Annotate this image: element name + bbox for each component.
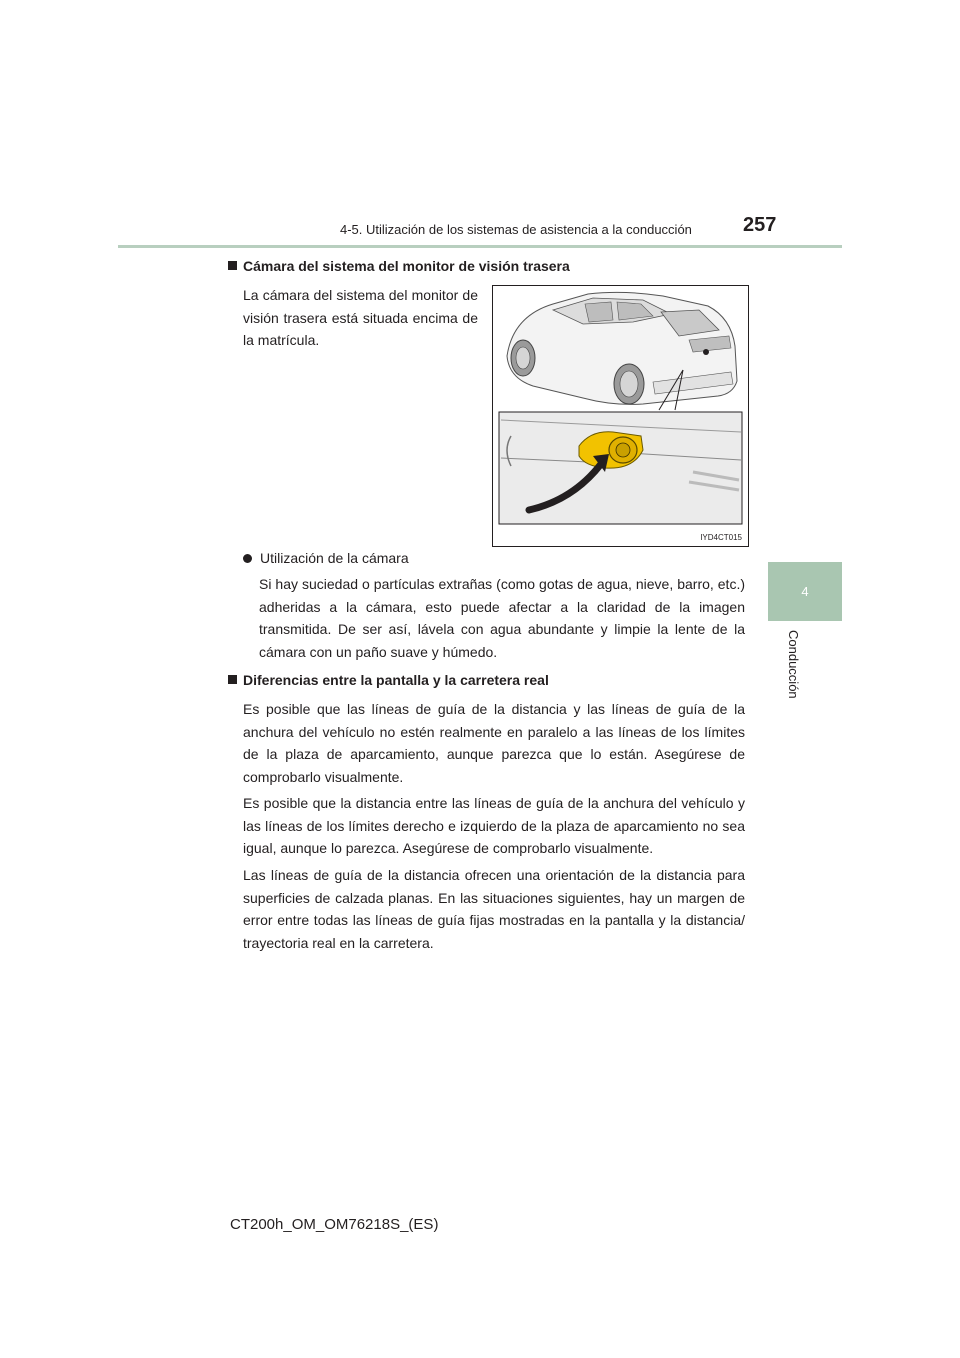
header-divider xyxy=(118,245,842,248)
heading-camera: Cámara del sistema del monitor de visión trasera xyxy=(228,258,570,274)
section-title: 4-5. Utilización de los sistemas de asistencia a la conducción xyxy=(340,222,692,237)
chapter-number: 4 xyxy=(801,584,809,599)
paragraph-1: Es posible que las líneas de guía de la distancia y las líneas de guía de la anchura del vehículo no estén realmente en paralelo a las líneas de los límites de la plaza de aparcamiento, aunque parezca que lo están. Asegúrese de comprobarlo visualmente. xyxy=(243,701,745,785)
paragraph-3: Las líneas de guía de la distancia ofrecen una orientación de la distancia para superficies de calzada planas. En las situaciones siguientes, hay un margen de error entre todas las líneas de guía fijas mostradas en la pantalla y la distancia/ trayectoria real en la carretera. xyxy=(243,867,745,951)
camera-location-figure xyxy=(492,285,749,547)
square-bullet-icon xyxy=(228,261,237,270)
page-number: 257 xyxy=(743,214,777,236)
heading-screen-vs-road: Diferencias entre la pantalla y la carretera real xyxy=(228,672,549,688)
document-code: CT200h_OM_OM76218S_(ES) xyxy=(230,1216,439,1233)
round-bullet-icon xyxy=(243,554,252,563)
bullet-title: Utilización de la cámara xyxy=(260,550,409,566)
car-rear-illustration xyxy=(493,286,748,546)
camera-intro-text: La cámara del sistema del monitor de visión trasera está situada encima de la matrícula. xyxy=(243,287,478,348)
chapter-tab[interactable] xyxy=(768,562,842,621)
square-bullet-icon xyxy=(228,675,237,684)
chapter-label: Conducción xyxy=(786,630,801,699)
figure-code: IYD4CT015 xyxy=(700,533,742,542)
paragraph-2: Es posible que la distancia entre las líneas de guía de la anchura del vehículo y las líneas de los límites derecho e izquierdo de la plaza de aparcamiento no sea igual, aunque lo parezca. Asegúrese de comprobarlo visualmente. xyxy=(243,795,745,856)
camera-cleaning-text: Si hay suciedad o partículas extrañas (como gotas de agua, nieve, barro, etc.) adheridas a la cámara, esto puede afectar a la claridad de la imagen transmitida. De ser así, lávela con agua abundante y limpie la lente de la cámara con un paño suave y húmedo. xyxy=(259,576,745,660)
bullet-camera-use xyxy=(243,550,409,566)
